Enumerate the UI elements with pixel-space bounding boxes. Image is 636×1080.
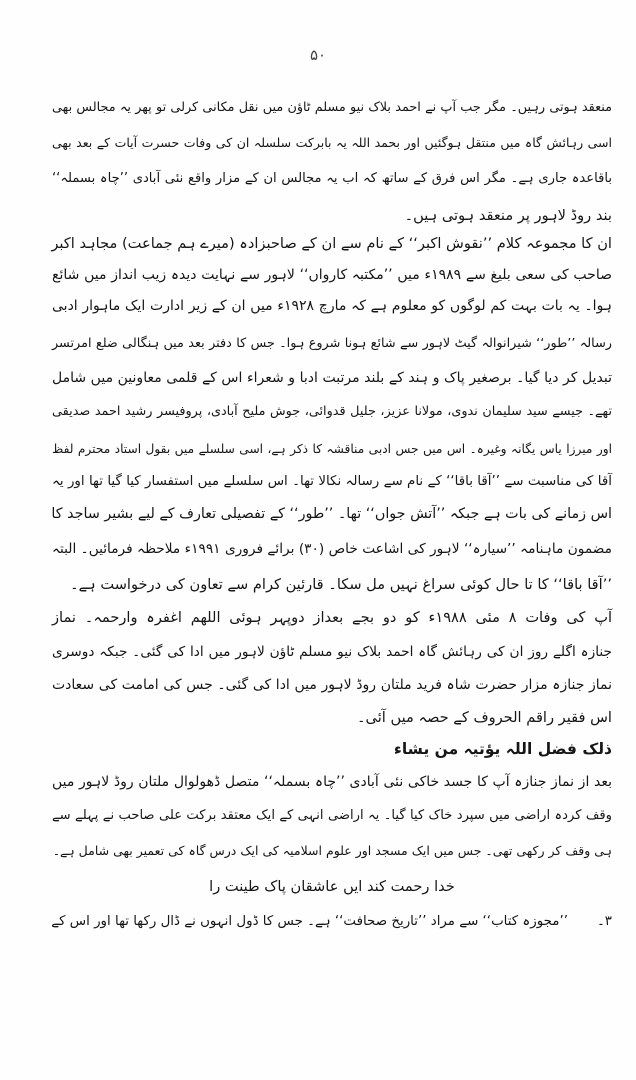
text-line: جنازہ اگلے روز ان کی رہائش گاہ احمد بلاک نیو مسلم ٹاؤن لاہور میں ادا کی گئی۔ جبکہ دوسری (52, 644, 612, 660)
text-line: تبدیل کر دیا گیا۔ برصغیر پاک و ہند کے بلند مرتبت ادبا و شعراء اس کے قلمی معاونین میں شامل (52, 370, 612, 386)
text-line: اس زمانے کی بات ہے جبکہ ’’آتش جواں‘‘ تھا۔ ’’طور‘‘ کے تفصیلی تعارف کے لیے بشیر ساجد کا (51, 506, 612, 522)
text-line: بعد از نماز جنازہ آپ کا جسد خاکی نئی آبادی ’’چاہ بسملہ‘‘ متصل ڈھولوال ملتان روڈ لاہور میں (52, 774, 612, 790)
persian-verse: خدا رحمت کند ایں عاشقان پاک طینت را (209, 878, 455, 895)
text-line: اور میرزا یاس یگانہ وغیرہ۔ اس میں جس ادبی مناقشہ کا ذکر ہے، اسی سلسلے میں بقول استاد محترم لفظ (52, 442, 612, 456)
text-line: ہی وقف کر رکھی تھی۔ جس میں ایک مسجد اور علوم اسلامیہ کی ایک درس گاہ کی تعمیر بھی شامل ہے۔ (52, 843, 612, 858)
text-line: نماز جنازہ مزار حضرت شاہ فرید ملتان روڈ لاہور میں ادا کی گئی۔ جس کی امامت کی سعادت (52, 677, 612, 693)
text-line: صاحب کی سعی بلیغ سے ۱۹۸۹ء میں ’’مکتبہ کارواں‘‘ لاہور سے نہایت دیدہ زیب انداز میں شائع (52, 267, 612, 283)
arabic-quote: ذلک فضل اللہ یؤتیہ من یشاء (393, 740, 612, 758)
text-line: بند روڈ لاہور پر منعقد ہوتی ہیں۔ (404, 207, 612, 224)
text-line: منعقد ہوتی رہیں۔ مگر جب آپ نے احمد بلاک نیو مسلم ٹاؤن میں نقل مکانی کرلی تو پھر یہ مجالس بھی (52, 100, 612, 115)
text-line: ’’آقا باقا‘‘ کا تا حال کوئی سراغ نہیں مل سکا۔ قارئین کرام سے تعاون کی درخواست ہے۔ (70, 576, 612, 593)
text-line: آپ کی وفات ۸ مئی ۱۹۸۸ء کو دو بجے بعداز دوپہر ہوئی اللھم اغفرہ وارحمہ۔ نماز (52, 609, 613, 626)
text-line: وقف کردہ اراضی میں سپرد خاک کیا گیا۔ یہ اراضی انہی کے ایک معتقد برکت علی صاحب نے پہلے سے (52, 808, 612, 823)
footnote-text: ’’مجوزہ کتاب‘‘ سے مراد ’’تاریخ صحافت‘‘ ہے۔ جس کا ڈول انہوں نے ڈال رکھا تھا اور اس کے (51, 914, 568, 929)
text-line: باقاعدہ جاری ہے۔ مگر اس فرق کے ساتھ کہ اب یہ مجالس ان کے مزار واقع نئی آبادی ’’چاہ بسملہ‘‘ (52, 171, 612, 186)
text-line: تھے۔ جیسے سید سلیمان ندوی، مولانا عزیز، جلیل قدوائی، جوش ملیح آبادی، پروفیسر رشید احمد صدیقی (52, 404, 612, 419)
text-line: مضمون ماہنامہ ’’سیارہ‘‘ لاہور کی اشاعت خاص (۳۰) برائے فروری ۱۹۹۱ء ملاحظہ فرمائیں۔ البتہ (52, 541, 612, 557)
text-line: ہوا۔ یہ بات بہت کم لوگوں کو معلوم ہے کہ مارچ ۱۹۲۸ء میں ان کے زیر ادارت ایک ماہوار ادبی (52, 298, 613, 314)
page-number: ۵۰ (309, 46, 327, 64)
text-line: اس فقیر راقم الحروف کے حصہ میں آئی۔ (357, 709, 612, 726)
text-line: ان کا مجموعہ کلام ’’نقوش اکبر‘‘ کے نام سے ان کے صاحبزادہ (میرے ہم جماعت) مجاہد اکبر (51, 235, 612, 252)
text-line: اسی رہائش گاہ میں منتقل ہوگئیں اور بحمد اللہ یہ بابرکت سلسلہ ان کی وفات حسرت آیات کے بعد بھی (52, 135, 612, 150)
footnote (52, 910, 612, 934)
footnote-number: ۳۔ (596, 914, 612, 929)
text-line: رسالہ ’’طور‘‘ شیرانوالہ گیٹ لاہور سے شائع ہونا شروع ہوا۔ جس کا دفتر بعد میں ہنگالی ضلع امرتسر (52, 336, 612, 351)
text-line: آقا کی مناسبت سے ’’آقا باقا‘‘ کے نام سے رسالہ نکالا تھا۔ اس سلسلے میں استفسار کیا گیا تھا اور یہ (52, 474, 612, 489)
